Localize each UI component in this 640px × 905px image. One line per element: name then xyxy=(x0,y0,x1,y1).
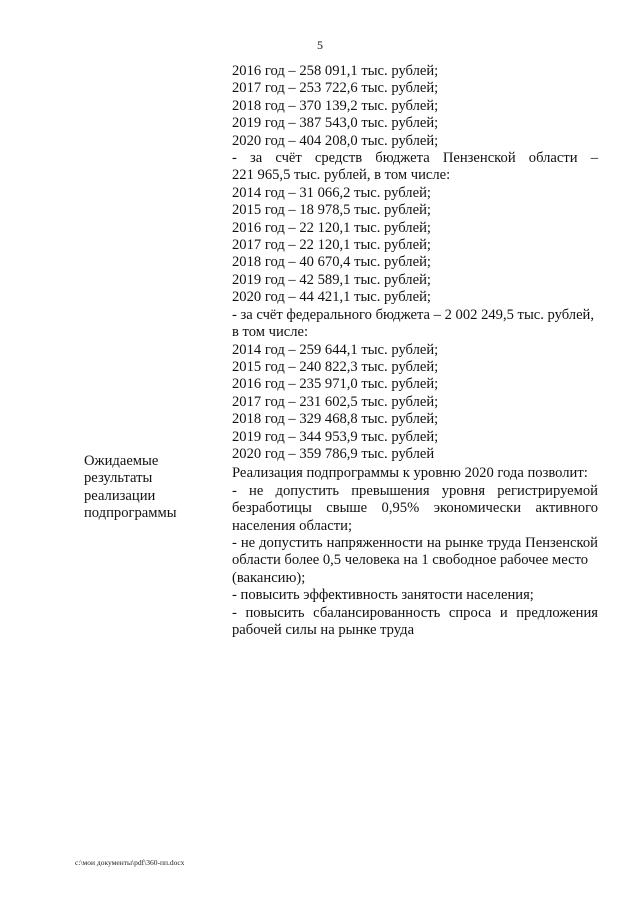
federal-budget-subheading: в том числе: xyxy=(232,324,309,341)
funding-line: 2020 год – 44 421,1 тыс. рублей; xyxy=(232,289,431,306)
funding-line: 2014 год – 31 066,2 тыс. рублей; xyxy=(232,184,431,201)
funding-line: 2016 год – 22 120,1 тыс. рублей; xyxy=(232,219,431,236)
results-intro: Реализация подпрограммы к уровню 2020 года позволит: xyxy=(232,465,588,482)
results-item: - повысить эффективность занятости населения; xyxy=(232,587,534,604)
funding-line: 2019 год – 42 589,1 тыс. рублей; xyxy=(232,271,431,288)
funding-line: 2019 год – 344 953,9 тыс. рублей; xyxy=(232,428,439,445)
page-number: 5 xyxy=(317,38,323,52)
federal-budget-heading: - за счёт федерального бюджета – 2 002 249,5 тыс. рублей, xyxy=(232,306,595,323)
results-item: - не допустить напряженности на рынке труда Пензенской области более 0,5 человека на 1 свободное рабочее место xyxy=(232,534,598,569)
regional-budget-heading: - за счёт средств бюджета Пензенской области – xyxy=(232,150,598,167)
funding-line: 2016 год – 258 091,1 тыс. рублей; xyxy=(232,63,439,79)
funding-line: 2015 год – 18 978,5 тыс. рублей; xyxy=(232,202,431,219)
funding-line: 2020 год – 404 208,0 тыс. рублей; xyxy=(232,132,439,149)
funding-line: 2020 год – 359 786,9 тыс. рублей xyxy=(232,445,435,462)
results-item-continuation: (вакансию); xyxy=(232,569,306,586)
expected-results-text xyxy=(232,465,598,639)
funding-line: 2019 год – 387 543,0 тыс. рублей; xyxy=(232,115,439,132)
funding-line: 2014 год – 259 644,1 тыс. рублей; xyxy=(232,341,439,358)
funding-column xyxy=(232,63,598,639)
regional-budget-lines xyxy=(232,185,598,307)
federal-budget-lines xyxy=(232,342,598,464)
footer-file-path: c:\мои документы\pdf\360-пп.docx xyxy=(75,858,185,867)
funding-line: 2017 год – 22 120,1 тыс. рублей; xyxy=(232,237,431,254)
results-item: - повысить сбалансированность спроса и предложения рабочей силы на рынке труда xyxy=(232,604,598,638)
funding-line: 2018 год – 370 139,2 тыс. рублей; xyxy=(232,97,439,114)
funding-line: 2017 год – 253 722,6 тыс. рублей; xyxy=(232,80,439,97)
funding-line: 2017 год – 231 602,5 тыс. рублей; xyxy=(232,393,439,410)
funding-line: 2018 год – 329 468,8 тыс. рублей; xyxy=(232,411,439,428)
funding-line: 2015 год – 240 822,3 тыс. рублей; xyxy=(232,358,439,375)
results-item: - не допустить превышения уровня регистрируемой безработицы свыше 0,95% экономически активного населения области; xyxy=(232,482,598,534)
regional-budget-total: 221 965,5 тыс. рублей, в том числе: xyxy=(232,167,451,184)
expected-results-label: Ожидаемые результаты реализации подпрограммы xyxy=(84,453,177,522)
funding-line: 2018 год – 40 670,4 тыс. рублей; xyxy=(232,254,431,271)
funding-line: 2016 год – 235 971,0 тыс. рублей; xyxy=(232,376,439,393)
funding-lines-top xyxy=(232,63,598,150)
